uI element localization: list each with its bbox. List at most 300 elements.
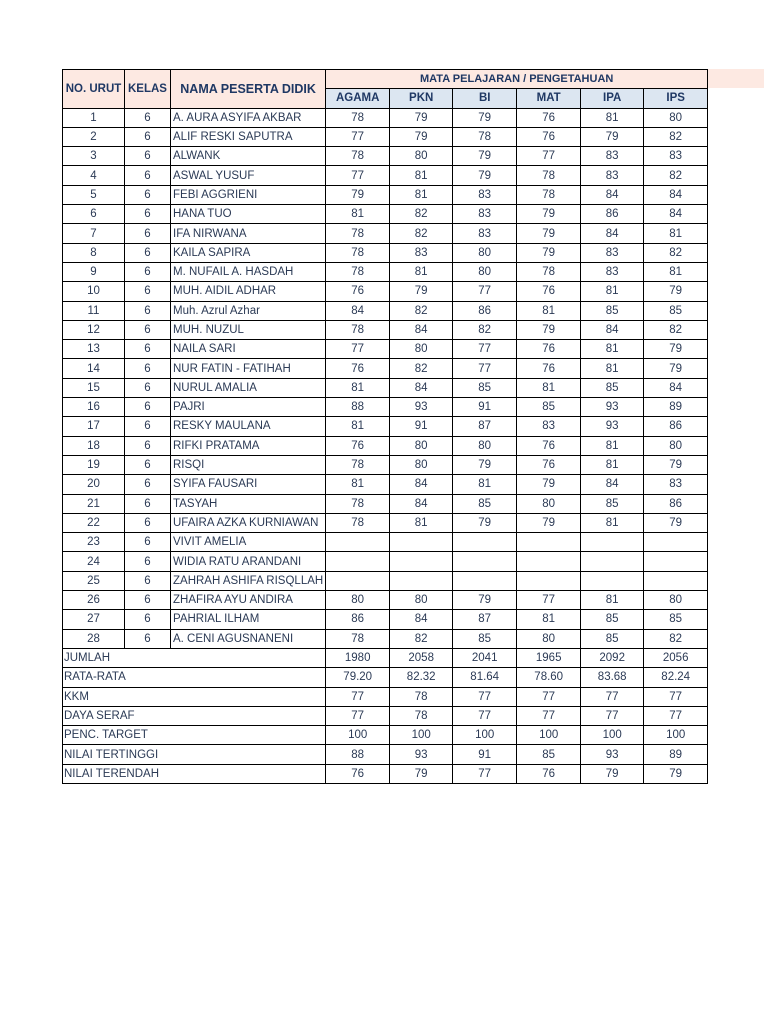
student-row (63, 629, 708, 648)
summary-value: 100 (581, 726, 644, 745)
score-cell: 81 (326, 475, 390, 494)
header-fill-extension (699, 69, 764, 88)
student-name: PAHRIAL ILHAM (171, 610, 326, 629)
summary-value: 88 (326, 745, 390, 764)
header-subject-mat: MAT (517, 89, 581, 108)
score-cell: 84 (390, 320, 453, 339)
score-cell: 81 (390, 185, 453, 204)
score-cell: 82 (390, 301, 453, 320)
summary-row (63, 764, 708, 783)
student-row (63, 378, 708, 397)
score-cell: 81 (581, 282, 644, 301)
row-number: 28 (63, 629, 125, 648)
header-subject-ipa: IPA (581, 89, 644, 108)
row-number: 21 (63, 494, 125, 513)
summary-label: PENC. TARGET (63, 726, 326, 745)
row-kelas: 6 (125, 108, 171, 127)
row-kelas: 6 (125, 185, 171, 204)
summary-value: 85 (517, 745, 581, 764)
row-kelas: 6 (125, 398, 171, 417)
score-cell: 77 (517, 147, 581, 166)
row-kelas: 6 (125, 494, 171, 513)
score-cell: 85 (453, 378, 517, 397)
score-cell: 84 (581, 320, 644, 339)
student-row (63, 108, 708, 127)
summary-row (63, 706, 708, 725)
score-cell: 79 (644, 282, 708, 301)
score-cell: 77 (453, 282, 517, 301)
score-cell: 79 (390, 108, 453, 127)
score-cell: 76 (517, 282, 581, 301)
student-row (63, 610, 708, 629)
summary-value: 77 (644, 687, 708, 706)
score-cell (326, 533, 390, 552)
student-name: UFAIRA AZKA KURNIAWAN (171, 513, 326, 532)
score-cell: 86 (581, 205, 644, 224)
score-cell: 79 (517, 320, 581, 339)
score-cell: 82 (644, 629, 708, 648)
student-name: KAILA SAPIRA (171, 243, 326, 262)
score-cell: 79 (453, 591, 517, 610)
score-cell: 79 (453, 108, 517, 127)
score-cell: 79 (517, 205, 581, 224)
row-number: 22 (63, 513, 125, 532)
score-cell: 79 (453, 166, 517, 185)
student-row (63, 320, 708, 339)
score-cell: 76 (326, 359, 390, 378)
summary-label: DAYA SERAF (63, 706, 326, 725)
score-cell: 78 (326, 224, 390, 243)
score-cell: 81 (390, 166, 453, 185)
score-cell: 81 (581, 436, 644, 455)
header-nama-peserta: NAMA PESERTA DIDIK (171, 70, 326, 109)
score-cell: 83 (644, 475, 708, 494)
row-number: 4 (63, 166, 125, 185)
student-row (63, 494, 708, 513)
score-cell: 76 (517, 455, 581, 474)
summary-value: 100 (453, 726, 517, 745)
student-row (63, 243, 708, 262)
summary-value: 81.64 (453, 668, 517, 687)
score-cell: 79 (644, 359, 708, 378)
score-cell: 76 (326, 436, 390, 455)
score-cell: 78 (517, 262, 581, 281)
score-cell: 84 (390, 494, 453, 513)
score-cell: 85 (644, 301, 708, 320)
score-cell (326, 552, 390, 571)
score-cell: 83 (453, 185, 517, 204)
score-cell: 79 (644, 455, 708, 474)
row-number: 9 (63, 262, 125, 281)
score-cell: 78 (326, 320, 390, 339)
student-name: A. AURA ASYIFA AKBAR (171, 108, 326, 127)
score-cell: 80 (453, 262, 517, 281)
summary-value: 77 (453, 764, 517, 783)
summary-value: 78 (390, 687, 453, 706)
score-cell (390, 571, 453, 590)
score-cell: 79 (390, 127, 453, 146)
score-cell: 80 (390, 147, 453, 166)
summary-row (63, 745, 708, 764)
summary-label: NILAI TERENDAH (63, 764, 326, 783)
student-row (63, 166, 708, 185)
score-cell: 84 (390, 378, 453, 397)
score-cell: 80 (390, 591, 453, 610)
score-cell: 81 (517, 610, 581, 629)
score-cell: 76 (517, 340, 581, 359)
student-name: WIDIA RATU ARANDANI (171, 552, 326, 571)
score-cell: 82 (390, 629, 453, 648)
score-cell: 81 (326, 417, 390, 436)
student-name: ALWANK (171, 147, 326, 166)
score-cell: 84 (390, 610, 453, 629)
summary-value: 76 (326, 764, 390, 783)
score-cell: 82 (390, 359, 453, 378)
score-cell: 84 (581, 185, 644, 204)
summary-value: 1965 (517, 648, 581, 667)
summary-value: 79 (644, 764, 708, 783)
score-cell: 78 (326, 455, 390, 474)
score-cell: 76 (517, 359, 581, 378)
score-cell: 93 (581, 398, 644, 417)
score-cell: 83 (581, 243, 644, 262)
row-kelas: 6 (125, 417, 171, 436)
score-cell (453, 552, 517, 571)
student-name: HANA TUO (171, 205, 326, 224)
student-name: M. NUFAIL A. HASDAH (171, 262, 326, 281)
score-cell: 76 (517, 127, 581, 146)
score-cell: 79 (644, 513, 708, 532)
row-kelas: 6 (125, 262, 171, 281)
row-number: 13 (63, 340, 125, 359)
score-cell: 82 (390, 205, 453, 224)
score-cell: 82 (644, 166, 708, 185)
row-kelas: 6 (125, 224, 171, 243)
header-subject-ips: IPS (644, 89, 708, 108)
summary-value: 77 (453, 687, 517, 706)
score-cell: 86 (326, 610, 390, 629)
summary-value: 78 (390, 706, 453, 725)
student-name: ASWAL YUSUF (171, 166, 326, 185)
row-number: 2 (63, 127, 125, 146)
score-cell: 81 (581, 359, 644, 378)
row-kelas: 6 (125, 205, 171, 224)
score-cell: 84 (644, 378, 708, 397)
score-cell (453, 533, 517, 552)
student-name: MUH. AIDIL ADHAR (171, 282, 326, 301)
header-kelas: KELAS (125, 70, 171, 109)
row-kelas: 6 (125, 436, 171, 455)
student-row (63, 417, 708, 436)
score-cell (390, 552, 453, 571)
score-cell: 76 (517, 436, 581, 455)
score-cell: 85 (453, 629, 517, 648)
score-cell: 78 (453, 127, 517, 146)
score-cell: 82 (644, 320, 708, 339)
score-cell: 81 (581, 108, 644, 127)
student-row (63, 185, 708, 204)
summary-value: 82.24 (644, 668, 708, 687)
summary-rows (63, 648, 708, 783)
header-subject-agama: AGAMA (326, 89, 390, 108)
score-cell: 79 (644, 340, 708, 359)
row-number: 26 (63, 591, 125, 610)
student-row (63, 475, 708, 494)
row-kelas: 6 (125, 513, 171, 532)
student-row (63, 455, 708, 474)
row-number: 8 (63, 243, 125, 262)
score-cell: 85 (581, 494, 644, 513)
score-cell: 76 (517, 108, 581, 127)
row-kelas: 6 (125, 320, 171, 339)
score-cell: 76 (326, 282, 390, 301)
score-cell: 83 (581, 262, 644, 281)
row-number: 27 (63, 610, 125, 629)
score-cell (581, 533, 644, 552)
score-cell: 85 (581, 378, 644, 397)
score-cell: 81 (644, 224, 708, 243)
score-cell: 88 (326, 398, 390, 417)
student-name: A. CENI AGUSNANENI (171, 629, 326, 648)
score-cell: 85 (453, 494, 517, 513)
student-name: MUH. NUZUL (171, 320, 326, 339)
student-row (63, 533, 708, 552)
student-row (63, 262, 708, 281)
score-cell: 78 (326, 494, 390, 513)
student-name: ZHAFIRA AYU ANDIRA (171, 591, 326, 610)
row-kelas: 6 (125, 282, 171, 301)
student-row (63, 282, 708, 301)
score-cell: 78 (326, 262, 390, 281)
row-kelas: 6 (125, 378, 171, 397)
row-number: 20 (63, 475, 125, 494)
row-number: 23 (63, 533, 125, 552)
score-cell: 84 (644, 185, 708, 204)
score-cell: 83 (453, 224, 517, 243)
student-row (63, 147, 708, 166)
summary-row (63, 726, 708, 745)
score-cell: 83 (644, 147, 708, 166)
score-cell: 77 (326, 166, 390, 185)
score-cell: 81 (390, 262, 453, 281)
score-cell (517, 571, 581, 590)
summary-value: 82.32 (390, 668, 453, 687)
grade-table (62, 69, 708, 784)
student-name: VIVIT AMELIA (171, 533, 326, 552)
score-cell (644, 533, 708, 552)
row-kelas: 6 (125, 127, 171, 146)
score-cell: 81 (517, 378, 581, 397)
score-cell: 78 (326, 147, 390, 166)
student-name: SYIFA FAUSARI (171, 475, 326, 494)
summary-value: 100 (644, 726, 708, 745)
score-cell: 79 (517, 224, 581, 243)
score-cell: 91 (453, 398, 517, 417)
score-cell: 77 (517, 591, 581, 610)
score-cell: 80 (644, 591, 708, 610)
summary-value: 77 (453, 706, 517, 725)
row-number: 3 (63, 147, 125, 166)
row-kelas: 6 (125, 475, 171, 494)
score-cell: 77 (453, 340, 517, 359)
summary-value: 79 (390, 764, 453, 783)
score-cell: 85 (581, 301, 644, 320)
score-cell: 91 (390, 417, 453, 436)
summary-value: 89 (644, 745, 708, 764)
student-name: NAILA SARI (171, 340, 326, 359)
row-number: 24 (63, 552, 125, 571)
score-cell: 81 (581, 340, 644, 359)
score-cell: 78 (326, 108, 390, 127)
score-cell: 77 (453, 359, 517, 378)
summary-value: 77 (581, 687, 644, 706)
score-cell: 93 (390, 398, 453, 417)
score-cell: 83 (581, 166, 644, 185)
score-cell: 79 (517, 243, 581, 262)
score-cell: 79 (453, 455, 517, 474)
score-cell: 85 (644, 610, 708, 629)
row-kelas: 6 (125, 552, 171, 571)
summary-value: 93 (581, 745, 644, 764)
score-cell: 78 (326, 243, 390, 262)
score-cell: 83 (517, 417, 581, 436)
score-cell: 82 (453, 320, 517, 339)
score-cell: 80 (390, 340, 453, 359)
score-cell: 79 (453, 147, 517, 166)
row-kelas: 6 (125, 571, 171, 590)
summary-row (63, 648, 708, 667)
score-cell: 77 (326, 127, 390, 146)
row-number: 6 (63, 205, 125, 224)
student-name: PAJRI (171, 398, 326, 417)
score-cell: 86 (453, 301, 517, 320)
score-cell (517, 552, 581, 571)
score-cell: 81 (326, 205, 390, 224)
header-subject-pkn: PKN (390, 89, 453, 108)
summary-value: 77 (644, 706, 708, 725)
summary-value: 77 (517, 687, 581, 706)
score-cell: 85 (581, 610, 644, 629)
student-name: Muh. Azrul Azhar (171, 301, 326, 320)
score-cell: 86 (644, 417, 708, 436)
student-row (63, 224, 708, 243)
score-cell: 83 (581, 147, 644, 166)
summary-value: 1980 (326, 648, 390, 667)
student-name: RIFKI PRATAMA (171, 436, 326, 455)
score-cell: 84 (326, 301, 390, 320)
row-kelas: 6 (125, 243, 171, 262)
score-cell: 80 (326, 591, 390, 610)
student-name: IFA NIRWANA (171, 224, 326, 243)
student-row (63, 205, 708, 224)
row-number: 18 (63, 436, 125, 455)
student-row (63, 301, 708, 320)
row-number: 7 (63, 224, 125, 243)
score-cell (326, 571, 390, 590)
score-cell: 81 (453, 475, 517, 494)
student-name: ZAHRAH ASHIFA RISQLLAH (171, 571, 326, 590)
student-name: NUR FATIN - FATIHAH (171, 359, 326, 378)
summary-value: 79.20 (326, 668, 390, 687)
summary-row (63, 668, 708, 687)
student-name: ALIF RESKI SAPUTRA (171, 127, 326, 146)
score-cell: 81 (581, 591, 644, 610)
row-kelas: 6 (125, 455, 171, 474)
score-cell: 81 (517, 301, 581, 320)
score-cell: 78 (517, 166, 581, 185)
summary-label: NILAI TERTINGGI (63, 745, 326, 764)
row-number: 17 (63, 417, 125, 436)
score-cell: 80 (390, 436, 453, 455)
row-number: 25 (63, 571, 125, 590)
row-number: 1 (63, 108, 125, 127)
row-number: 19 (63, 455, 125, 474)
summary-row (63, 687, 708, 706)
student-row (63, 436, 708, 455)
student-name: TASYAH (171, 494, 326, 513)
score-cell (644, 552, 708, 571)
row-kelas: 6 (125, 166, 171, 185)
score-cell (581, 571, 644, 590)
summary-label: RATA-RATA (63, 668, 326, 687)
student-row (63, 340, 708, 359)
score-cell: 84 (581, 224, 644, 243)
summary-value: 93 (390, 745, 453, 764)
header-no-urut: NO. URUT (63, 70, 125, 109)
row-kelas: 6 (125, 533, 171, 552)
score-cell: 80 (390, 455, 453, 474)
summary-value: 100 (517, 726, 581, 745)
score-cell (453, 571, 517, 590)
score-cell: 87 (453, 610, 517, 629)
summary-label: KKM (63, 687, 326, 706)
score-cell: 81 (326, 378, 390, 397)
student-name: NURUL AMALIA (171, 378, 326, 397)
summary-value: 76 (517, 764, 581, 783)
student-rows (63, 108, 708, 648)
summary-value: 2092 (581, 648, 644, 667)
student-row (63, 398, 708, 417)
row-number: 14 (63, 359, 125, 378)
row-number: 11 (63, 301, 125, 320)
score-cell: 84 (644, 205, 708, 224)
summary-value: 77 (326, 706, 390, 725)
score-cell: 86 (644, 494, 708, 513)
score-cell (581, 552, 644, 571)
summary-value: 2041 (453, 648, 517, 667)
score-cell: 80 (644, 108, 708, 127)
score-cell: 82 (644, 127, 708, 146)
summary-value: 100 (326, 726, 390, 745)
score-cell: 82 (390, 224, 453, 243)
score-cell: 93 (581, 417, 644, 436)
score-cell: 80 (517, 629, 581, 648)
score-cell: 79 (390, 282, 453, 301)
student-row (63, 591, 708, 610)
score-cell: 80 (453, 243, 517, 262)
score-cell: 77 (326, 340, 390, 359)
score-cell: 78 (517, 185, 581, 204)
score-cell (517, 533, 581, 552)
score-cell: 81 (390, 513, 453, 532)
score-cell: 85 (517, 398, 581, 417)
row-kelas: 6 (125, 147, 171, 166)
row-number: 10 (63, 282, 125, 301)
summary-value: 2056 (644, 648, 708, 667)
score-cell: 80 (644, 436, 708, 455)
summary-label: JUMLAH (63, 648, 326, 667)
score-cell: 80 (517, 494, 581, 513)
